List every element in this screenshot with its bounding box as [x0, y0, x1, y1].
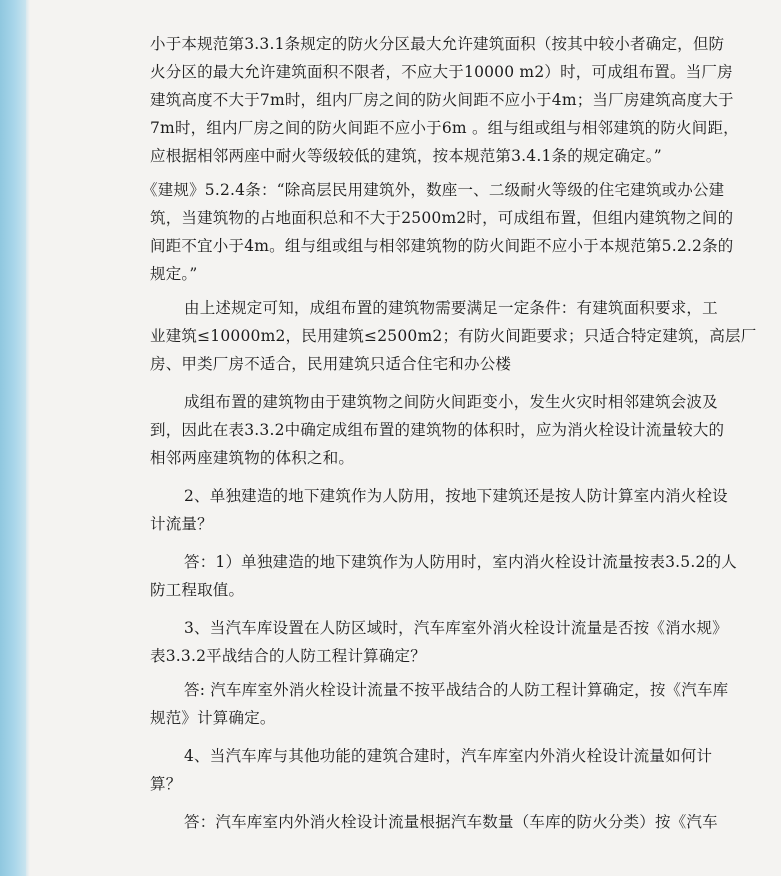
- paragraph-factory-grouping-rule: [150, 30, 750, 170]
- answer-4: [150, 808, 750, 836]
- document-page: [142, 30, 757, 836]
- text-line: 答：1）单独建造的地下建筑作为人防用时，室内消火栓设计流量按表3.5.2的人: [184, 553, 737, 571]
- text-line: 火分区的最大允许建筑面积不限者，不应大于10000 m2）时，可成组布置。当厂房: [150, 63, 733, 81]
- question-4: [150, 742, 750, 798]
- text-line: 《建规》5.2.4条：“除高层民用建筑外，数座一、二级耐火等级的住宅建筑或办公建: [142, 181, 725, 199]
- text-line: 3、当汽车库设置在人防区域时，汽车库室外消火栓设计流量是否按《消水规》: [184, 619, 728, 637]
- page-binding-edge: [0, 0, 26, 876]
- text-line: 7m时，组内厂房之间的防火间距不应小于6m 。组与组或组与相邻建筑的防火间距，: [150, 119, 739, 137]
- text-line: 4、当汽车库与其他功能的建筑合建时，汽车库室内外消火栓设计流量如何计: [184, 747, 713, 765]
- text-line: 应根据相邻两座中耐火等级较低的建筑，按本规范第3.4.1条的规定确定。”: [150, 147, 662, 165]
- text-line: 间距不宜小于4m。组与组或组与相邻建筑物的防火间距不应小于本规范第5.2.2条的: [150, 237, 734, 255]
- paragraph-civil-building-rule: [142, 176, 750, 288]
- text-line: 答: 汽车库室外消火栓设计流量不按平战结合的人防工程计算确定，按《汽车库: [184, 681, 729, 699]
- text-line: 到，因此在表3.3.2中确定成组布置的建筑物的体积时，应为消火栓设计流量较大的: [150, 421, 725, 439]
- text-line: 2、单独建造的地下建筑作为人防用，按地下建筑还是按人防计算室内消火栓设: [184, 487, 728, 505]
- text-line: 小于本规范第3.3.1条规定的防火分区最大允许建筑面积（按其中较小者确定，但防: [150, 35, 725, 53]
- text-line: 由上述规定可知，成组布置的建筑物需要满足一定条件：有建筑面积要求，工: [184, 299, 718, 317]
- text-line: 规范》计算确定。: [150, 709, 276, 727]
- answer-2: [150, 548, 750, 604]
- text-line: 业建筑≤10000m2，民用建筑≤2500m2；有防火间距要求；只适合特定建筑，高层厂: [150, 327, 757, 345]
- text-line: 答：汽车库室内外消火栓设计流量根据汽车数量（车库的防火分类）按《汽车: [184, 813, 718, 831]
- text-line: 成组布置的建筑物由于建筑物之间防火间距变小，发生火灾时相邻建筑会波及: [184, 393, 718, 411]
- text-line: 算？: [150, 775, 182, 793]
- answer-3: [150, 676, 750, 732]
- text-line: 计流量？: [150, 515, 213, 533]
- question-2: [150, 482, 750, 538]
- text-line: 筑，当建筑物的占地面积总和不大于2500m2时，可成组布置，但组内建筑物之间的: [150, 209, 734, 227]
- paragraph-conclusion: [150, 294, 757, 378]
- text-line: 防工程取值。: [150, 581, 245, 599]
- text-line: 相邻两座建筑物的体积之和。: [150, 449, 355, 467]
- text-line: 建筑高度不大于7m时，组内厂房之间的防火间距不应小于4m；当厂房建筑高度大于: [150, 91, 734, 109]
- paragraph-volume-note: [150, 388, 750, 472]
- text-line: 房、甲类厂房不适合，民用建筑只适合住宅和办公楼: [150, 355, 512, 373]
- text-line: 规定。”: [150, 265, 198, 283]
- question-3: [150, 614, 750, 670]
- text-line: 表3.3.2平战结合的人防工程计算确定？: [150, 647, 426, 665]
- binding-shadow: [26, 0, 30, 876]
